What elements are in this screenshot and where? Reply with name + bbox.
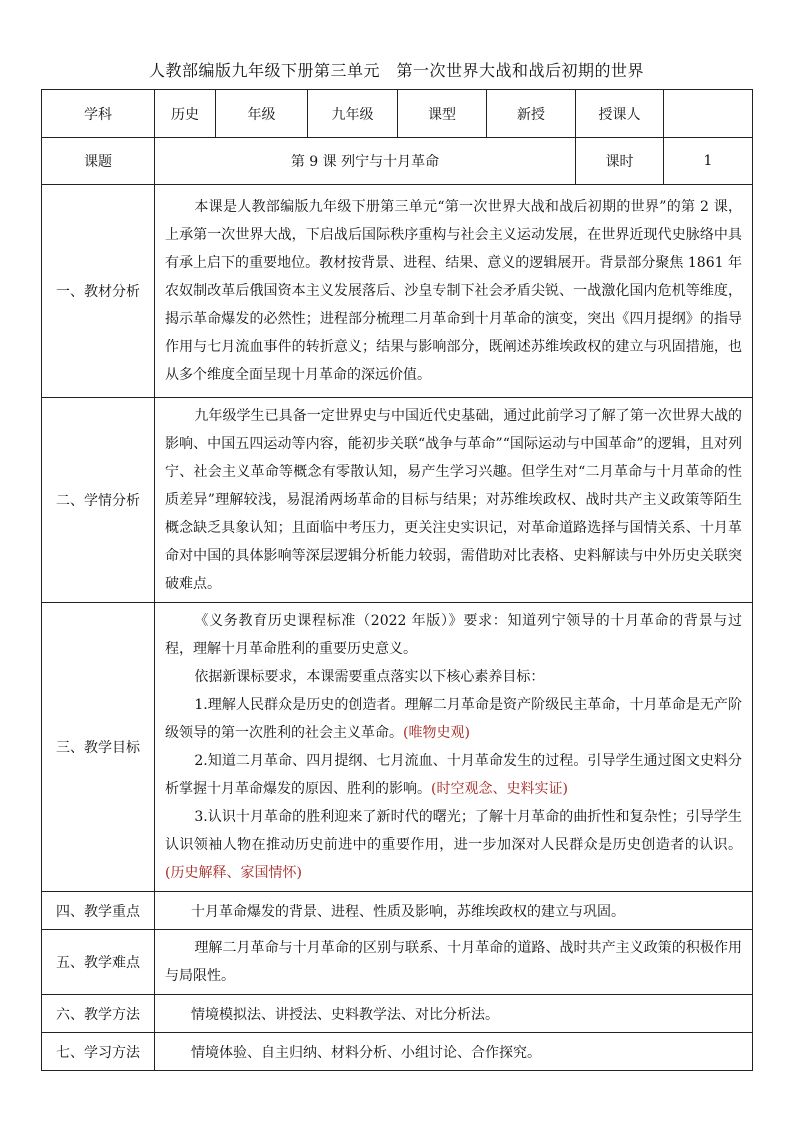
hours-label: 课时 — [576, 138, 664, 185]
objective-2-tag: (时空观念、史料实证) — [431, 781, 568, 797]
objective-1 — [165, 691, 742, 747]
objective-1-tag: (唯物史观) — [403, 725, 470, 741]
difficulties-row — [42, 930, 753, 995]
header-row — [42, 90, 753, 138]
teaching-methods-text: 情境模拟法、讲授法、史料教学法、对比分析法。 — [155, 995, 753, 1033]
learning-methods-text: 情境体验、自主归纳、材料分析、小组讨论、合作探究。 — [155, 1033, 753, 1071]
objectives-row — [42, 603, 753, 892]
objectives-intro: 依据新课标要求，本课需要重点落实以下核心素养目标： — [194, 669, 545, 685]
teacher-value — [664, 90, 753, 138]
student-analysis-cell — [155, 398, 753, 603]
textbook-analysis-row — [42, 185, 753, 398]
teacher-label: 授课人 — [576, 90, 664, 138]
subject-value: 历史 — [155, 90, 216, 138]
key-points-label: 四、教学重点 — [42, 892, 155, 930]
difficulties-text: 理解二月革命与十月革命的区别与联系、十月革命的道路、战时共产主义政策的积极作用与局限性。 — [165, 940, 742, 984]
topic-value: 第 9 课 列宁与十月革命 — [155, 138, 576, 185]
learning-methods-row — [42, 1033, 753, 1071]
teaching-methods-label: 六、教学方法 — [42, 995, 155, 1033]
objectives-label: 三、教学目标 — [42, 603, 155, 892]
document-title: 人教部编版九年级下册第三单元 第一次世界大战和战后初期的世界 — [148, 61, 644, 80]
lesson-plan-table — [41, 89, 753, 1071]
objective-1-text: 1.理解人民群众是历史的创造者。理解二月革命是资产阶级民主革命，十月革命是无产阶级领导的第一次胜利的社会主义革命。 — [165, 697, 742, 741]
teaching-methods-row — [42, 995, 753, 1033]
learning-methods-label: 七、学习方法 — [42, 1033, 155, 1071]
subject-label: 学科 — [42, 90, 155, 138]
objective-3 — [165, 803, 742, 887]
difficulties-cell — [155, 930, 753, 995]
objectives-standard: 《义务教育历史课程标准（2022 年版）》要求：知道列宁领导的十月革命的背景与过程，理解十月革命胜利的重要历史意义。 — [165, 613, 742, 657]
textbook-analysis-label: 一、教材分析 — [42, 185, 155, 398]
textbook-analysis-cell — [155, 185, 753, 398]
type-label: 课型 — [398, 90, 487, 138]
objective-3-tag: (历史解释、家国情怀) — [165, 865, 302, 881]
difficulties-label: 五、教学难点 — [42, 930, 155, 995]
objectives-cell — [155, 603, 753, 892]
student-analysis-row — [42, 398, 753, 603]
key-points-row — [42, 892, 753, 930]
objective-2 — [165, 747, 742, 803]
textbook-analysis-text: 本课是人教部编版九年级下册第三单元“第一次世界大战和战后初期的世界”的第 2 课，上承第一次世界大战，下启战后国际秩序重构与社会主义运动发展，在世界近现代史脉络中具有承上启下的重要地位。教材按背景、进程、结果、意义的逻辑展开。背景部分聚焦 1861 年农奴制改革后俄国资本主义发展落后、沙皇专制下社会矛盾尖锐、一战激化国内危机等维度，揭示革命爆发的必然性；进程部分梳理二月革命到十月革命的演变，突出《四月提纲》的指导作用与七月流血事件的转折意义；结果与影响部分，既阐述苏维埃政权的建立与巩固措施，也从多个维度全面呈现十月革命的深远价值。 — [165, 199, 742, 383]
objective-3-text: 3.认识十月革命的胜利迎来了新时代的曙光；了解十月革命的曲折性和复杂性；引导学生认识领袖人物在推动历史前进中的重要作用，进一步加深对人民群众是历史创造者的认识。 — [165, 809, 742, 853]
topic-label: 课题 — [42, 138, 155, 185]
student-analysis-label: 二、学情分析 — [42, 398, 155, 603]
student-analysis-text: 九年级学生已具备一定世界史与中国近代史基础，通过此前学习了解了第一次世界大战的影响、中国五四运动等内容，能初步关联“战争与革命”“国际运动与中国革命”的逻辑，且对列宁、社会主义革命等概念有零散认知，易产生学习兴趣。但学生对“二月革命与十月革命的性质差异”理解较浅，易混淆两场革命的目标与结果；对苏维埃政权、战时共产主义政策等陌生概念缺乏具象认知；且面临中考压力，更关注史实识记，对革命道路选择与国情关系、十月革命对中国的具体影响等深层逻辑分析能力较弱，需借助对比表格、史料解读与中外历史关联突破难点。 — [165, 408, 742, 592]
key-points-text: 十月革命爆发的背景、进程、性质及影响，苏维埃政权的建立与巩固。 — [155, 892, 753, 930]
grade-value: 九年级 — [308, 90, 398, 138]
type-value: 新授 — [487, 90, 576, 138]
grade-label: 年级 — [216, 90, 308, 138]
hours-value: 1 — [664, 138, 753, 185]
objective-2-text: 2.知道二月革命、四月提纲、七月流血、十月革命发生的过程。引导学生通过图文史料分析掌握十月革命爆发的原因、胜利的影响。 — [165, 753, 742, 797]
topic-row — [42, 138, 753, 185]
